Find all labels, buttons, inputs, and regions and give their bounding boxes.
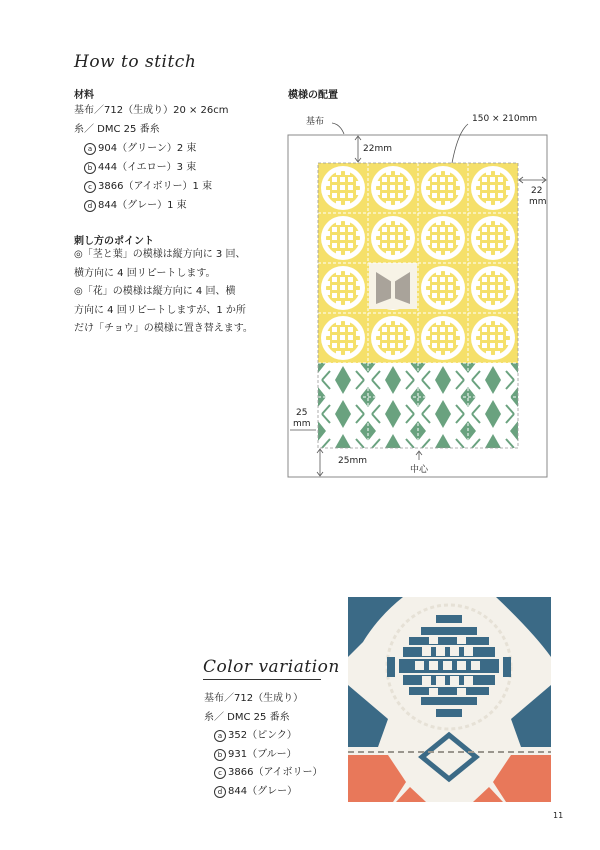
right-margin-unit: mm (529, 197, 547, 207)
right-margin-num: 22 (531, 186, 543, 196)
mark-b-icon: b (84, 162, 96, 174)
center-label: 中心 (410, 465, 429, 475)
size-label-leader (452, 124, 468, 163)
butterfly-motif (369, 263, 417, 309)
page-number: 11 (553, 811, 564, 820)
thread-text: 糸／ DMC 25 番糸 (74, 124, 160, 135)
cv-thread-item-c (204, 764, 323, 783)
embroidery-photo (348, 597, 551, 802)
bottom-margin-label: 25mm (338, 456, 367, 466)
point-line: ◎「花」の模様は縦方向に 4 回、横 (74, 286, 236, 297)
mark-b-icon: b (214, 749, 226, 761)
points-heading: 刺し方のポイント (74, 236, 154, 247)
mark-d-icon: d (84, 200, 96, 212)
base-cloth-text: 基布／712（生成り）20 × 26cm (74, 105, 229, 116)
mark-c-icon: c (214, 767, 226, 779)
point-line: だけ「チョウ」の模様に置き替えます。 (74, 323, 253, 334)
color-variation-materials (204, 690, 323, 801)
cv-thread-item-b (204, 746, 323, 765)
cv-thread-item-text: 931（ブルー） (228, 748, 297, 760)
base-label: 基布 (306, 117, 325, 127)
left-margin-unit: mm (293, 419, 311, 429)
base-label-leader (332, 123, 344, 134)
mark-c-icon: c (84, 181, 96, 193)
how-to-stitch-title: How to stitch (74, 52, 197, 72)
cv-base-cloth: 基布／712（生成り） (204, 693, 304, 704)
thread-item-text: 444（イエロー）3 束 (98, 162, 197, 173)
color-variation-title: Color variation (203, 657, 340, 677)
cv-thread-item-a (204, 727, 323, 746)
thread-item-text: 3866（アイボリー）1 束 (98, 181, 213, 192)
cv-thread-item-text: 844（グレー） (228, 785, 298, 797)
mark-a-icon: a (84, 143, 96, 155)
materials-heading: 材料 (74, 90, 94, 101)
mark-a-icon: a (214, 730, 226, 742)
cv-thread: 糸／ DMC 25 番糸 (204, 711, 290, 723)
size-label: 150 × 210mm (472, 114, 538, 124)
mark-d-icon: d (214, 786, 226, 798)
cv-thread-item-d (204, 783, 323, 802)
point-line: 横方向に 4 回リピートします。 (74, 267, 216, 279)
point-line: 方向に 4 回リピートしますが、1 か所 (74, 304, 246, 316)
title-underline (203, 679, 321, 680)
diagram-heading: 模様の配置 (288, 90, 338, 101)
thread-item-text: 844（グレー）1 束 (98, 200, 187, 211)
left-margin-num: 25 (296, 408, 308, 418)
cv-thread-item-text: 352（ピンク） (228, 730, 297, 741)
top-margin-label: 22mm (363, 144, 392, 154)
point-line: ◎「茎と葉」の模様は縦方向に 3 回、 (74, 249, 246, 260)
thread-item-text: 904（グリーン）2 束 (98, 143, 197, 154)
cv-thread-item-text: 3866（アイボリー） (228, 767, 323, 778)
